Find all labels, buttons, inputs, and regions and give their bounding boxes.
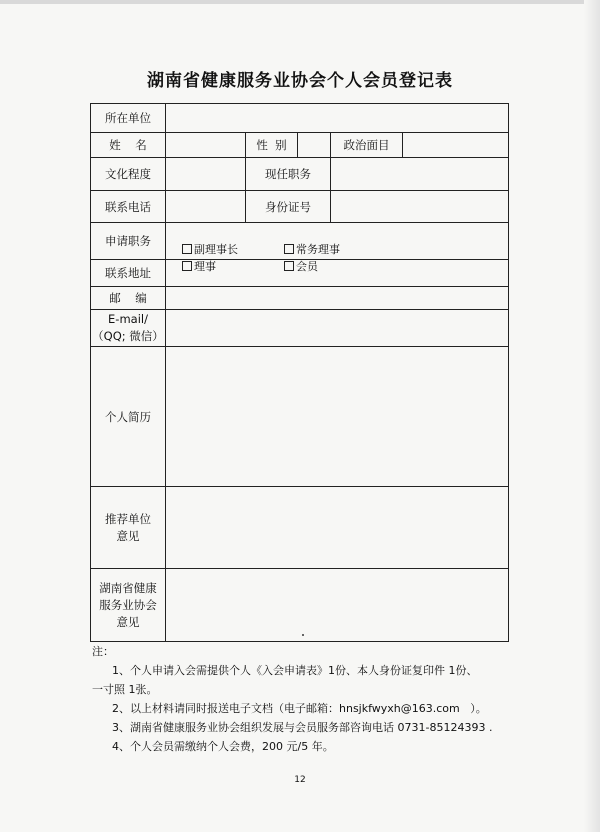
page-edge [0,0,600,4]
checkbox-icon[interactable] [182,261,192,271]
table-row [91,569,509,642]
checkbox-icon[interactable] [284,261,294,271]
option-executive-director[interactable] [284,242,340,258]
label-current-position: 现任职务 [246,158,331,191]
note-item: 3、湖南省健康服务业协会组织发展与会员服务部咨询电话 0731-85124393 . [112,721,493,734]
input-education[interactable] [166,158,246,191]
label-apply-position: 申请职务 [91,223,166,260]
label-political: 政治面目 [331,133,403,158]
input-association[interactable] [166,569,509,642]
option-director[interactable] [182,259,216,275]
label-email-line: （QQ; 微信） [92,329,164,343]
option-label: 理事 [194,260,216,273]
table-row [91,104,509,133]
note-item: 4、个人会员需缴纳个人会费，200 元/5 年。 [112,740,334,753]
input-current-position[interactable] [331,158,509,191]
table-row [91,287,509,310]
table-row [91,347,509,487]
checkbox-icon[interactable] [284,244,294,254]
table-row [91,310,509,347]
label-recommend [91,487,166,569]
table-row [91,158,509,191]
label-recommend-line: 推荐单位 [105,511,151,526]
input-phone[interactable] [166,191,246,223]
page-number: 12 [294,775,306,785]
notes-heading: 注： [92,645,114,658]
input-political[interactable] [403,133,509,158]
option-label: 会员 [296,260,318,273]
label-address: 联系地址 [91,260,166,287]
registration-table [90,103,509,642]
label-unit: 所在单位 [91,104,166,133]
table-row [91,487,509,569]
input-email[interactable] [166,310,509,347]
input-resume[interactable] [166,347,509,487]
label-recommend-line: 意见 [116,528,140,543]
label-resume: 个人简历 [91,347,166,487]
label-email-line: E-mail/ [108,312,148,326]
table-row [91,133,509,158]
label-association [91,569,166,642]
option-label: 常务理事 [296,243,340,256]
label-name: 姓 名 [91,133,166,158]
input-address[interactable] [166,260,509,287]
option-vice-chairman[interactable] [182,242,238,258]
scan-speck [302,634,304,636]
form-title: 湖南省健康服务业协会个人会员登记表 [147,71,453,91]
label-education: 文化程度 [91,158,166,191]
note-item: 2、以上材料请同时报送电子文档（电子邮箱：hnsjkfwyxh@163.com ）。 [112,702,487,715]
label-email [91,310,166,347]
table-row [91,223,509,260]
label-association-line: 湖南省健康 [99,580,157,595]
notes-section [92,642,522,756]
label-association-line: 意见 [116,614,140,629]
label-postcode: 邮 编 [91,287,166,310]
input-gender[interactable] [298,133,331,158]
position-options [166,223,509,273]
input-recommend[interactable] [166,487,509,569]
note-item: 1、个人申请入会需提供个人《入会申请表》1份、本人身份证复印件 1份、 [112,664,478,677]
input-unit[interactable] [166,104,509,133]
input-name[interactable] [166,133,246,158]
label-gender: 性 别 [246,133,298,158]
checkbox-icon[interactable] [182,244,192,254]
option-member[interactable] [284,259,318,275]
label-association-line: 服务业协会 [99,597,157,612]
label-id-number: 身份证号 [246,191,331,223]
input-id-number[interactable] [331,191,509,223]
page-shadow [584,0,600,832]
option-label: 副理事长 [194,243,238,256]
note-item: 一寸照 1张。 [92,683,158,696]
input-postcode[interactable] [166,287,509,310]
label-phone: 联系电话 [91,191,166,223]
table-row [91,191,509,223]
